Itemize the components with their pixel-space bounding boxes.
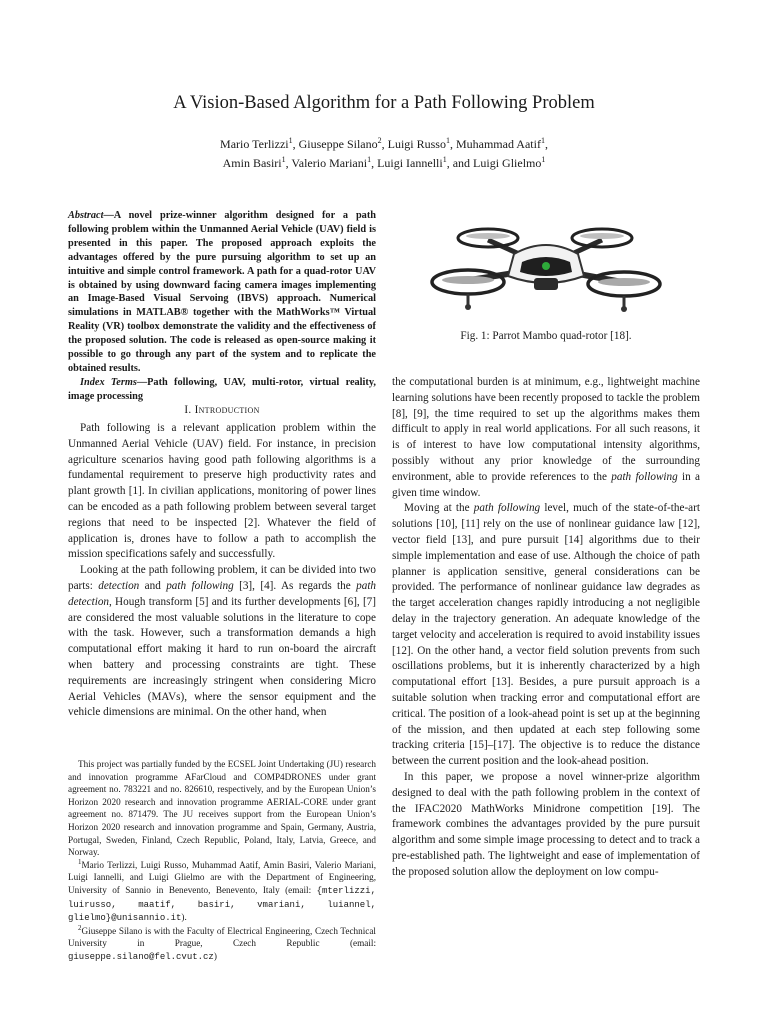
- author: Amin Basiri$^1$,: [222, 155, 292, 170]
- intro-paragraph-5: In this paper, we propose a novel winner-prize algorithm designed to deal with the path following problem in the context of the IFAC2020 MathWorks Minidrone competition [19]. The framework combines the advantages provided by the pure pursuit algorithm and some simple image processing to detect and to track a pre-established path. The lightweight and ease of implementation of the proposed solution allow the deployment on low compu-: [392, 770, 700, 878]
- index-terms-label: Index Terms: [80, 376, 137, 388]
- abstract-label: Abstract: [68, 210, 104, 221]
- email-list: {mterlizzi, luirusso, maatif, basiri, vmariani, luiannel, glielmo}@unisannio.it: [68, 885, 376, 924]
- right-column-body: [392, 375, 700, 881]
- affiliation-footnote-2: $^2$Giuseppe Silano is with the Faculty of Electrical Engineering, Czech Technical University in Prague, Czech Republic (email: giuseppe.silano@fel.cvut.cz): [68, 923, 376, 962]
- left-column-body: [68, 421, 376, 721]
- abstract-paragraph: Abstract—A novel prize-winner algorithm designed for a path following problem within the Unmanned Aerial Vehicle (UAV) field is presented in this paper. The proposed approach exploits the advantages offered by the pure pursuing algorithm to set up an intuitive and simple control framework. A path for a quad-rotor UAV is obtained by using downward facing camera images implementing an Image-Based Visual Servoing (IBVS) approach. Numerical simulations in MATLAB® together with the MathWorks™ Virtual Reality (VR) toolbox demonstrate the validity and the effectiveness of the proposed solution. The code is released as open-source making it possible to go through any part of the system and to replicate the obtained results.: [68, 210, 376, 374]
- intro-paragraph-2: Looking at the path following problem, it can be divided into two parts: detection and path following [3], [4]. As regards the path detection, Hough transform [5] and its further developments [6], [7] are considered the most valuable solutions in the literature to cope with the task. However, such a transformation demands a high computational effort making it hard to run on-board the aircraft when battery and processing constraints are tight. These requirements are increasingly stringent when considering Micro Aerial Vehicles (MAVs), where the sensor equipment and the vehicle dimensions are minimal. On the other hand, when: [68, 564, 377, 719]
- author: Luigi Russo$^1$,: [387, 136, 456, 151]
- abstract: [68, 209, 376, 404]
- section-title: Introduction: [194, 404, 260, 416]
- author: Giuseppe Silano$^2$,: [298, 136, 388, 151]
- footnotes: [68, 758, 376, 964]
- affiliation-footnote-1: $^1$Mario Terlizzi, Luigi Russo, Muhammad Aatif, Amin Basiri, Valerio Mariani, Luigi Iannelli, and Luigi Glielmo are with the Department of Engineering, University of Sannio in Benevento, Benevento, Italy (email: {mterlizzi, luirusso, maatif, basiri, vmariani, luiannel, glielmo}@unisannio.it).: [68, 857, 376, 924]
- figure-drone: [392, 206, 700, 346]
- intro-paragraph-1: Path following is a relevant application problem within the Unmanned Aerial Vehicle (UAV) field. For instance, in precision agriculture scenarios having good path following algorithms is a fundamental requirement to preserve high productivity rates and plant growth [1]. In civilian applications, monitoring of power lines can be encoded as a path following problem between several target regions that need to be inspected [2]. Whatever the field of application is, drones have to follow a path to accomplish the mission specifications safely and successfully.: [68, 422, 376, 561]
- figure-caption: Fig. 1: Parrot Mambo quad-rotor [18].: [460, 330, 632, 342]
- author: Valerio Mariani$^1$,: [291, 155, 378, 170]
- paper-title: A Vision-Based Algorithm for a Path Following Problem: [173, 93, 595, 113]
- section-heading: I. Introduction: [184, 404, 260, 416]
- drone-image: [426, 206, 666, 318]
- abstract-text: A novel prize-winner algorithm designed for a path following problem within the Unmanned Aerial Vehicle (UAV) field is presented in this paper. The proposed approach exploits the advantages offered by the pure pursuing algorithm to set up an intuitive and simple control framework. A path for a quad-rotor UAV is obtained by using downward facing camera images implementing an Image-Based Visual Servoing (IBVS) approach. Numerical simulations in MATLAB® together with the MathWorks™ Virtual Reality (VR) toolbox demonstrate the validity and the effectiveness of the proposed solution. The code is released as open-source making it possible to go through any part of the system and to replicate the obtained results.: [68, 210, 376, 374]
- funding-footnote: This project was partially funded by the ECSEL Joint Undertaking (JU) research and innovation programme AFarCloud and COMP4DRONES under grant agreement no. 783221 and no. 826610, respectively, and by the European Union’s Horizon 2020 research and innovation programme AERIAL-CORE under grant agreement no. 871479. The JU receives support from the European Union’s Horizon 2020 research and innovation programme and Spain, Germany, Austria, Portugal, Sweden, Finland, Czech Republic, Poland, Italy, Latvia, Greece, and Norway.: [68, 759, 376, 858]
- author: Luigi Iannelli$^1$,: [377, 155, 453, 170]
- intro-paragraph-3: the computational burden is at minimum, e.g., lightweight machine learning solutions have been recently proposed to tackle the problem [8], [9], the time required to set up the algorithms makes them difficult to apply in real world applications. For all such reasons, it is of interest to have low computational intensity algorithms, possibly without any prior knowledge of the surrounding environment, able to provide references to the path following in a given time window.: [392, 376, 700, 499]
- email-address: giuseppe.silano@fel.cvut.cz: [68, 951, 214, 962]
- author: and Luigi Glielmo$^1$: [452, 155, 546, 170]
- author: Mario Terlizzi$^1$,: [220, 136, 299, 151]
- author: Muhammad Aatif$^1$,: [455, 136, 548, 151]
- intro-paragraph-4: Moving at the path following level, much of the state-of-the-art solutions [10], [11] rely on the use of nonlinear guidance law [12], vector field [13], and pure pursuit [14] algorithms due to their simple implementation and ease of use. Although the choice of path planner is application sensitive, general considerations can be provided. The performance of nonlinear guidance law degrades as the target acceleration changes rapidly introducing a not negligible delay in the trajectory generation. An adequate knowledge of the target velocity and acceleration is required to avoid instability issues [12]. On the other hand, a vector field solution prevents from such oscillations problems, but it is inherently characterized by a high computational effort [13]. Besides, a pure pursuit approach is a suitable solution when tracking error and computational effort are critical. The position of a look-ahead point is set up at the beginning of the mission, and then updated at each step following some tracking criteria [15]–[17]. The objective is to reduce the distance between the current position and the look-ahead position.: [392, 502, 700, 768]
- index-terms-text: Path following, UAV, multi-rotor, virtual reality, image processing: [68, 376, 376, 402]
- index-terms: Index Terms—Path following, UAV, multi-rotor, virtual reality, image processing: [68, 376, 376, 402]
- author-list: [110, 135, 658, 173]
